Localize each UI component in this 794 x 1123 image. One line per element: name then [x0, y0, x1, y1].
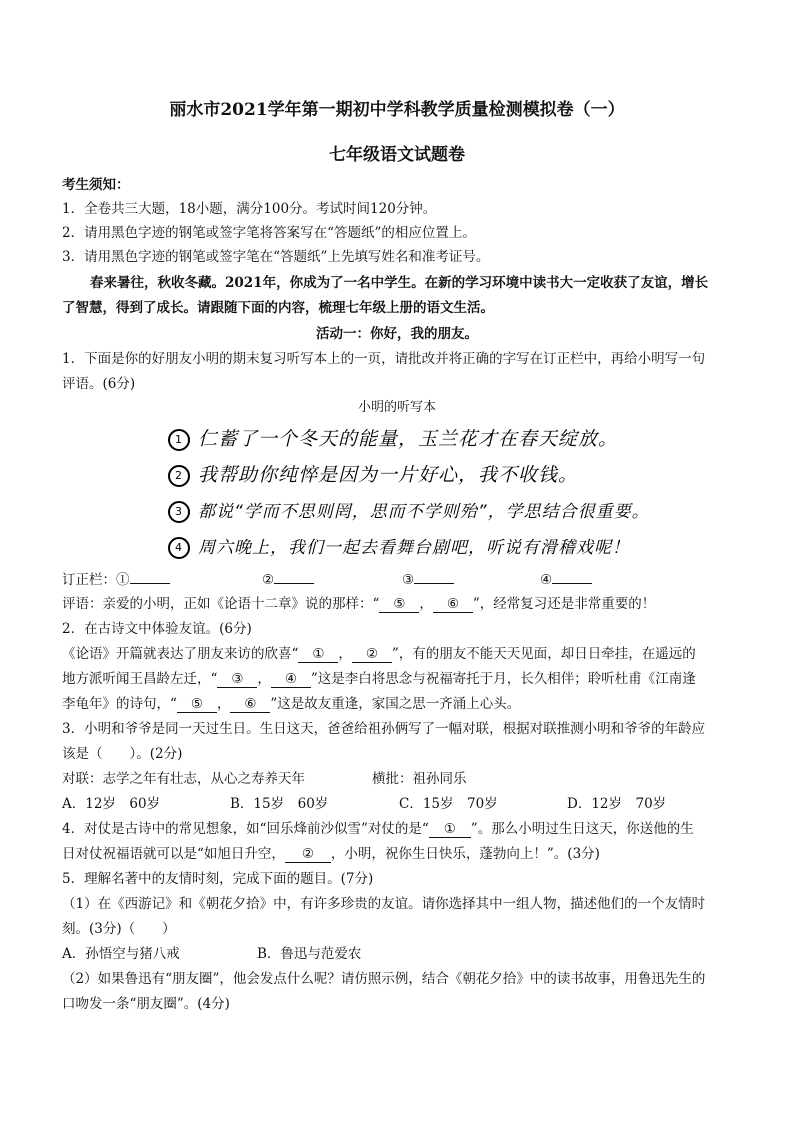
question-5-text: （1）在《西游记》和《朝花夕拾》中，有许多珍贵的友谊。请你选择其中一组人物，描述他们的一个友情时 [62, 896, 706, 912]
question-4-text: 4．对仗是古诗中的常见想象，如“回乐烽前沙似雪”对仗的是“ ① ”。那么小明过生日这天，你送他的生 [62, 821, 694, 837]
option-b[interactable]: B．15岁 60岁 [230, 796, 329, 812]
exam-title: 丽水市2021学年第一期初中学科教学质量检测模拟卷（一） [169, 100, 625, 120]
answer-blank[interactable]: ⑥ [230, 696, 270, 713]
question-2-text: 地方派听闻王昌龄左迁，“ ③ ， ④ ”这是李白将思念与祝福寄托于月，长久相伴；聆听杜甫《江南逢 [62, 671, 696, 687]
question-2-text: 李龟年》的诗句，“ ⑤ ， ⑥ ”这是故友重逢，家国之思一齐涌上心头。 [62, 696, 521, 712]
notice-item: 1．全卷共三大题，18小题，满分100分。考试时间120分钟。 [62, 201, 437, 217]
answer-blank[interactable]: ④ [271, 671, 311, 688]
notice-item: 3．请用黑色字迹的钢笔或签字笔在“答题纸”上先填写姓名和准考证号。 [62, 249, 490, 265]
answer-blank[interactable]: ① [298, 646, 338, 663]
fix-label: 订正栏： [62, 572, 116, 588]
question-1-text: 1．下面是你的好朋友小明的期末复习听写本上的一页，请批改并将正确的字写在订正栏中，再给小明写一句 [62, 351, 706, 367]
activity-heading: 活动一：你好，我的朋友。 [316, 326, 478, 342]
circled-number: 2 [168, 465, 190, 487]
question-3-text: 该是（ ）。(2分) [62, 746, 183, 762]
fix-row: 订正栏：① ② ③ ④ [62, 570, 734, 590]
answer-blank[interactable]: ⑤ [177, 696, 217, 713]
question-3-text: 3．小明和爷爷是同一天过生日。生日这天，爸爸给祖孙俩写了一幅对联，根据对联推测小明和爷爷的年龄应 [62, 721, 706, 737]
option-b[interactable]: B．鲁迅与范爱农 [257, 946, 362, 962]
notice-item: 2．请用黑色字迹的钢笔或签字笔将答案写在“答题纸”的相应位置上。 [62, 225, 476, 241]
option-d[interactable]: D．12岁 70岁 [567, 796, 667, 812]
handwriting-line: 2 我帮助你纯悴是因为一片好心，我不收钱。 [168, 460, 578, 490]
exam-subtitle: 七年级语文试题卷 [329, 145, 465, 165]
intro-line: 春来暑往，秋收冬藏。2021年，你成为了一名中学生。在新的学习环境中读书大一定收获了友谊，增长 [90, 275, 709, 291]
question-5-text: （2）如果鲁迅有“朋友圈”，他会发点什么呢？请仿照示例，结合《朝花夕拾》中的读书故事，用鲁迅先生的 [62, 971, 706, 987]
handwriting-image [168, 420, 650, 565]
question-4-text: 日对仗祝福语就可以是“如旭日升空， ② ，小明，祝你生日快乐，蓬勃向上！”。(3分) [62, 846, 600, 862]
couplet-line [62, 769, 734, 789]
couplet: 对联：志学之年有壮志，从心之寿养天年 [62, 771, 305, 787]
question-2-heading: 2．在古诗文中体验友谊。(6分) [62, 621, 252, 637]
question-2-text: 《论语》开篇就表达了朋友来访的欣喜“ ① ， ② ”，有的朋友不能天天见面，却日日牵挂，在遥远的 [62, 646, 696, 662]
answer-blank[interactable]: ② [352, 646, 392, 663]
notebook-title: 小明的听写本 [357, 400, 436, 415]
answer-blank[interactable]: ② [285, 846, 331, 863]
question-1-text: 评语。(6分) [62, 376, 136, 392]
answer-blank[interactable]: ① [429, 821, 471, 838]
answer-blank[interactable]: ⑥ [433, 596, 473, 613]
answer-blank[interactable] [414, 583, 454, 584]
circled-number: 4 [168, 537, 190, 559]
notice-heading: 考生须知： [62, 177, 130, 193]
answer-blank[interactable]: ⑤ [379, 596, 419, 613]
answer-blank[interactable] [274, 583, 314, 584]
option-a[interactable]: A．12岁 60岁 [62, 796, 161, 812]
answer-blank[interactable]: ③ [217, 671, 257, 688]
couplet-banner: 横批：祖孙同乐 [372, 771, 467, 787]
option-a[interactable]: A．孙悟空与猪八戒 [62, 946, 180, 962]
comment-line: 评语：亲爱的小明，正如《论语十二章》说的那样：“ ⑤ ， ⑥ ”，经常复习还是非常重要的！ [62, 596, 656, 612]
handwriting-line: 1 仁蓄了一个冬天的能量，玉兰花才在春天绽放。 [168, 424, 618, 454]
answer-blank[interactable] [130, 583, 170, 584]
answer-blank[interactable] [552, 583, 592, 584]
circled-number: 1 [168, 429, 190, 451]
handwriting-line: 4 周六晚上，我们一起去看舞台剧吧，听说有滑稽戏呢！ [168, 533, 630, 563]
question-5-heading: 5．理解名著中的友情时刻，完成下面的题目。(7分) [62, 871, 374, 887]
handwriting-line: 3 都说“学而不思则罔，思而不学则殆”，学思结合很重要。 [168, 497, 650, 527]
option-c[interactable]: C．15岁 70岁 [399, 796, 498, 812]
question-5-text: 刻。(3分)（ ） [62, 921, 176, 937]
circled-number: 3 [168, 501, 190, 523]
intro-line: 了智慧，得到了成长。请跟随下面的内容，梳理七年级上册的语文生活。 [62, 300, 494, 316]
question-5-text: 口吻发一条“朋友圈”。(4分) [62, 996, 230, 1012]
